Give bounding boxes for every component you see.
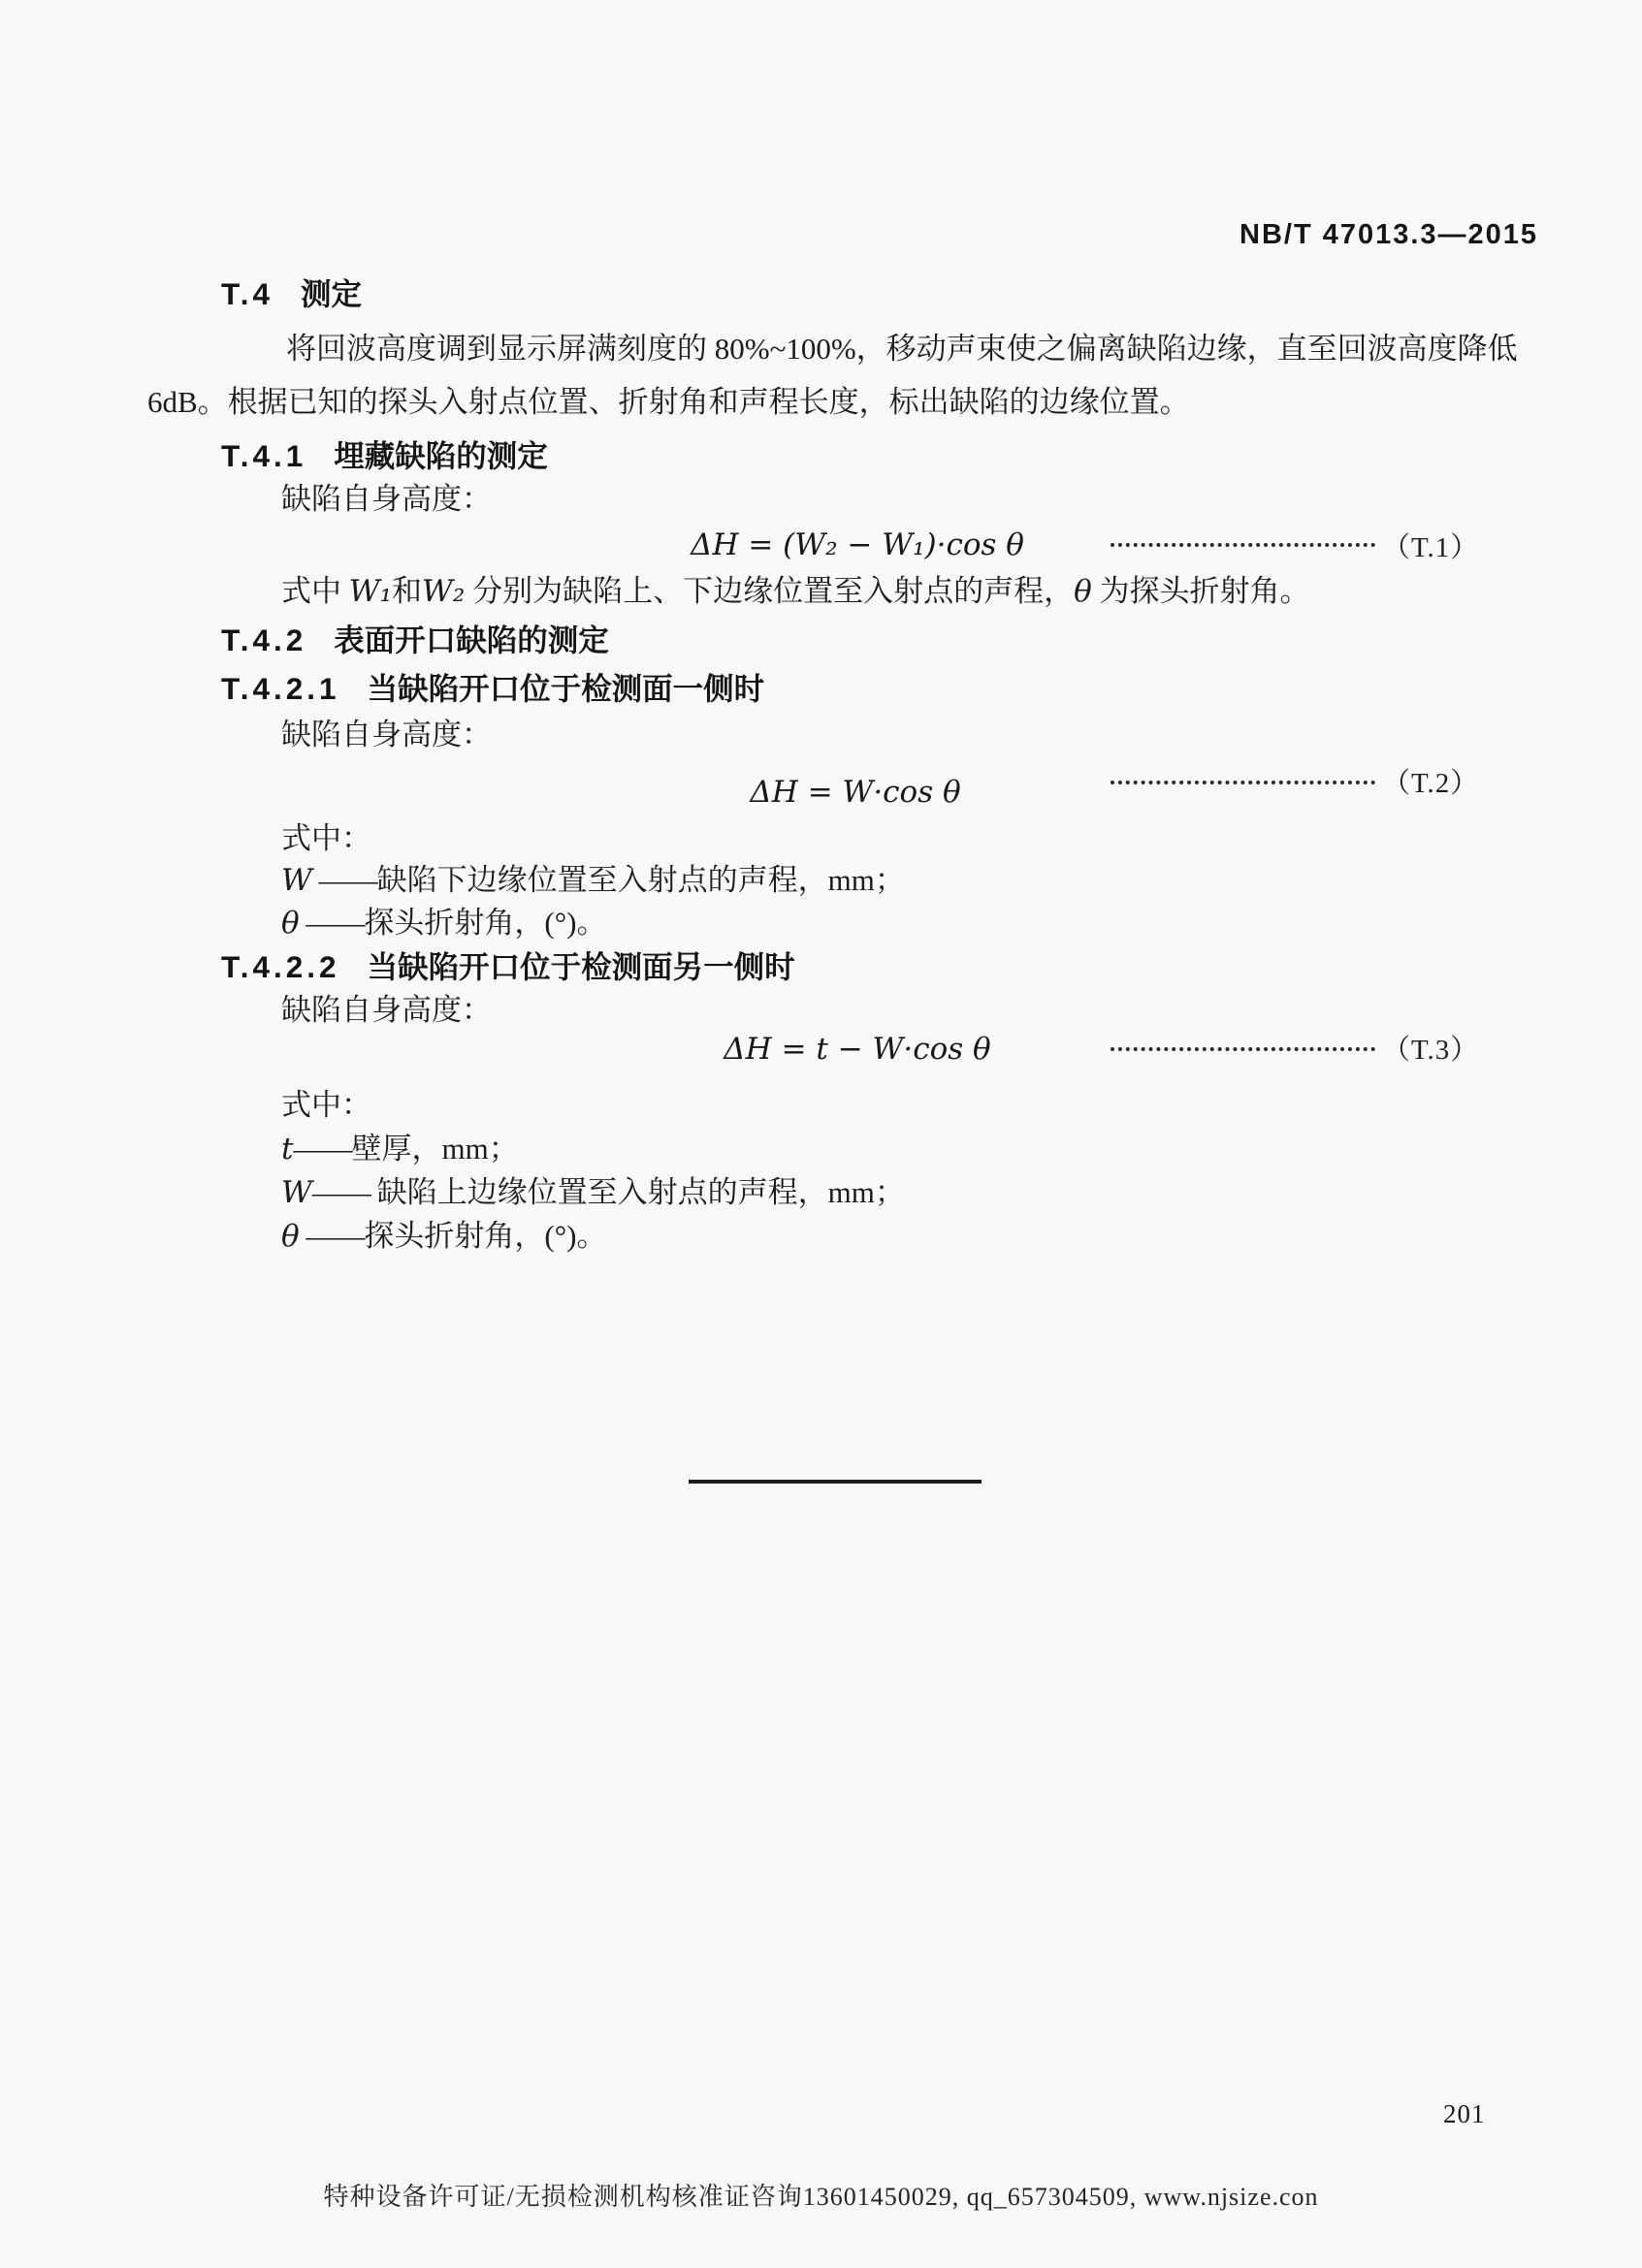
heading-title: 当缺陷开口位于检测面另一侧时	[367, 950, 795, 984]
section-heading-t421	[221, 669, 764, 709]
symbol-note	[281, 572, 1310, 611]
symbol-definition	[281, 1130, 519, 1168]
body-paragraph-line: 将回波高度调到显示屏满刻度的 80%~100%，移动声束使之偏离缺陷边缘，直至回波高度降低	[286, 332, 1518, 366]
heading-title: 表面开口缺陷的测定	[334, 623, 609, 657]
dotted-leader	[1111, 543, 1375, 547]
definition-text: 探头折射角，(°)。	[364, 1219, 607, 1253]
defect-height-label: 缺陷自身高度：	[281, 482, 492, 516]
symbol-theta: θ	[1074, 574, 1092, 609]
formula-t3-label: （T.3）	[1382, 1035, 1480, 1066]
page-number: 201	[1443, 2099, 1486, 2128]
footer-text: 特种设备许可证/无损检测机构核准证咨询13601450029, qq_657304509, www.njsize.con	[323, 2183, 1319, 2211]
symbol-definition	[281, 861, 905, 900]
body-paragraph-line: 6dB。根据已知的探头入射点位置、折射角和声程长度，标出缺陷的边缘位置。	[147, 385, 1190, 419]
formula-t2-expression: ΔH = W·cos θ	[750, 775, 961, 810]
definition-symbol: W	[281, 1175, 312, 1210]
section-heading-t42	[221, 621, 609, 660]
heading-title: 埋藏缺陷的测定	[334, 439, 548, 473]
formula-t3-expression: ΔH = t − W·cos θ	[724, 1032, 991, 1067]
defect-height-label: 缺陷自身高度：	[281, 993, 492, 1027]
formula-t2-label: （T.2）	[1382, 768, 1480, 799]
section-heading-t4	[221, 274, 362, 314]
definition-dash: ——	[311, 1175, 377, 1209]
definition-symbol: t	[281, 1132, 294, 1166]
dotted-leader	[1111, 1047, 1375, 1051]
where-label: 式中：	[281, 1088, 371, 1122]
defect-height-label: 缺陷自身高度：	[281, 718, 492, 751]
note-text: 分别为缺陷上、下边缘位置至入射点的声程，	[465, 574, 1075, 608]
symbol-definition	[281, 904, 606, 942]
definition-dash: ——	[311, 863, 377, 897]
note-text: 式中	[281, 574, 349, 608]
heading-number: T.4.2.1	[221, 671, 340, 706]
definition-symbol: θ	[281, 1219, 300, 1254]
symbol-definition	[281, 1173, 905, 1212]
heading-number: T.4.2.2	[221, 949, 340, 984]
symbol-w1: W₁	[348, 574, 393, 609]
definition-text: 缺陷上边缘位置至入射点的声程，mm；	[376, 1175, 905, 1209]
section-heading-t41	[221, 436, 548, 476]
where-label: 式中：	[281, 821, 371, 855]
heading-number: T.4.2	[221, 623, 307, 657]
note-text: 为探头折射角。	[1091, 574, 1310, 608]
definition-dash: ——	[299, 906, 365, 940]
heading-title: 当缺陷开口位于检测面一侧时	[367, 672, 765, 706]
heading-number: T.4.1	[221, 438, 307, 473]
formula-t1-expression: ΔH = (W₂ − W₁)·cos θ	[691, 527, 1024, 562]
formula-t1-label: （T.1）	[1382, 532, 1480, 563]
definition-text: 壁厚，mm；	[351, 1132, 519, 1166]
doc-header-number: NB/T 47013.3—2015	[1240, 219, 1539, 250]
symbol-w2: W₂	[422, 574, 466, 609]
definition-text: 缺陷下边缘位置至入射点的声程，mm；	[376, 863, 905, 897]
section-heading-t422	[221, 947, 795, 987]
note-text: 和	[392, 574, 423, 608]
heading-title: 测定	[301, 277, 363, 311]
section-end-rule	[689, 1480, 982, 1484]
definition-dash: ——	[299, 1219, 365, 1253]
definition-symbol: W	[281, 863, 312, 898]
definition-dash: ——	[293, 1132, 352, 1166]
definition-text: 探头折射角，(°)。	[364, 906, 607, 940]
dotted-leader	[1111, 781, 1375, 784]
symbol-definition	[281, 1217, 606, 1256]
definition-symbol: θ	[281, 906, 300, 941]
heading-number: T.4	[221, 276, 274, 311]
